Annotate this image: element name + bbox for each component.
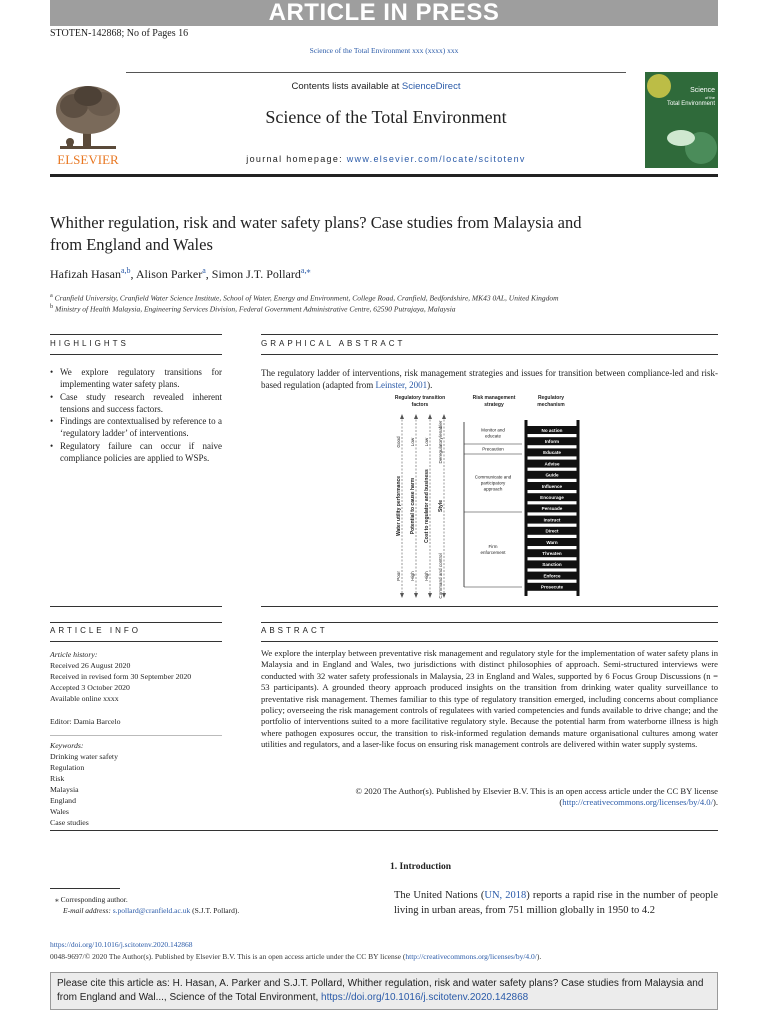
abstract-top-rule [261, 622, 718, 623]
affiliation [50, 292, 559, 303]
keywords-label: Keywords: [50, 741, 84, 750]
highlight-item: • Findings are contextualised by reference to a ‘regulatory ladder’ of interventions. [50, 415, 222, 440]
strategy-label: participatory [480, 480, 506, 486]
keyword: Malaysia [50, 785, 79, 794]
copyright-line [50, 952, 541, 961]
header-bottom-rule [50, 174, 718, 177]
author-separator: , [205, 267, 212, 281]
history-item: Available online xxxx [50, 694, 119, 703]
strategy-label: approach [483, 486, 503, 492]
keyword: Wales [50, 807, 69, 816]
graphical-bottom-rule [261, 354, 718, 355]
regulatory-ladder-diagram [390, 392, 590, 602]
caption-text: The regulatory ladder of interventions, risk management strategies and issues for transition between compliance-led and risk-based regulation (adapted from [261, 368, 718, 391]
keyword: Drinking water safety [50, 752, 118, 761]
ladder-rung-label: Educate [543, 450, 561, 456]
elsevier-logo[interactable] [50, 80, 126, 168]
keywords-rule [50, 735, 222, 736]
footnote-rule [50, 888, 120, 889]
abstract-license [261, 786, 718, 809]
keyword: Case studies [50, 818, 89, 827]
editor: Editor: Damia Barcelo [50, 717, 121, 726]
journal-reference-link[interactable]: Science of the Total Environment xxx (xxxx) xxx [309, 46, 459, 55]
article-info-heading: ARTICLE INFO [50, 626, 141, 635]
citation-box [50, 972, 718, 1010]
col-head-strategy-2: strategy [484, 402, 504, 408]
graphical-top-rule [261, 334, 718, 335]
strategy-label: enforcement [480, 550, 506, 555]
article-history [50, 649, 191, 704]
arrow-up-icon [428, 414, 432, 419]
axis-label-mid: Water utility performance [396, 475, 402, 537]
col-head-mechanism-1: Regulatory [537, 395, 565, 401]
axis-label-right: Deregulatory/enabler [438, 420, 443, 464]
affiliation-marker: b [50, 303, 54, 310]
author-list [50, 266, 310, 282]
author-separator: , [130, 267, 136, 281]
cover-line-2: of the [704, 95, 715, 100]
strategy-label: Precaution [482, 446, 504, 452]
strategy-label: Monitor and [481, 427, 505, 433]
header-top-rule [126, 72, 626, 73]
ladder-rung-label: Encourage [540, 495, 564, 500]
affiliation-marker: a [50, 292, 53, 299]
author-affiliation-marker[interactable]: a [202, 266, 206, 275]
strategy-label: Communicate and [474, 474, 512, 480]
axis-label-right: Low [410, 437, 415, 447]
axis-label-right: Low [424, 437, 429, 447]
keywords [50, 740, 118, 828]
author-name[interactable]: Simon J.T. Pollard [211, 267, 301, 281]
info-top-rule [50, 622, 222, 623]
history-label: Article history: [50, 650, 98, 659]
ladder-rung-label: Inform [544, 439, 560, 444]
ladder-svg [390, 392, 590, 602]
arrow-down-icon [428, 593, 432, 598]
affiliation [50, 303, 456, 314]
highlight-item: • Regulatory failure can occur if naive compliance policies are applied to WSPs. [50, 440, 222, 465]
highlights-bottom-rule [50, 354, 222, 355]
highlights-heading: HIGHLIGHTS [50, 339, 129, 348]
author-name[interactable]: Hafizah Hasan [50, 267, 121, 281]
email-link[interactable]: s.pollard@cranfield.ac.uk [112, 906, 191, 915]
journal-cover-image[interactable] [645, 72, 718, 168]
ladder-rung-label: Sanction [542, 562, 562, 568]
arrow-down-icon [414, 593, 418, 598]
ladder-rung-label: Direct [545, 528, 559, 534]
front-matter-end-rule [50, 830, 718, 831]
citation-text: Please cite this article as: H. Hasan, A. Parker and S.J.T. Pollard, Whither regulation, risk and water safety plans? Case studies from Malaysia and from England and Wal..., Science of the Total Environment, [57, 978, 704, 1003]
email-label: E-mail address: [63, 906, 111, 915]
keyword: Regulation [50, 763, 85, 772]
graphical-abstract-heading: GRAPHICAL ABSTRACT [261, 339, 406, 348]
graphical-abstract-caption [261, 367, 718, 392]
ladder-rung-label: No action [541, 427, 563, 433]
introduction-heading: 1. Introduction [390, 862, 452, 872]
ladder-rung-label: Warn [546, 539, 558, 545]
history-item: Received in revised form 30 September 2020 [50, 672, 192, 681]
introduction-text [394, 888, 718, 918]
highlight-item: • We explore regulatory transitions for implementing water safety plans. [50, 366, 222, 391]
author-affiliation-marker[interactable]: a,b [120, 266, 131, 275]
abstract-bottom-rule [261, 641, 718, 642]
author-affiliation-marker[interactable]: a,⁎ [300, 266, 311, 275]
axis-label-mid: Potential to cause harm [410, 477, 416, 535]
footnote-mark: ⁎ Corresponding author. [55, 895, 128, 904]
axis-label-left: High [410, 571, 415, 581]
graphical-end-rule [261, 606, 718, 607]
ladder-rung-label: Instruct [543, 517, 561, 523]
journal-title: Science of the Total Environment [265, 107, 507, 127]
copyright-text: 0048-9697/© 2020 The Author(s). Published by Elsevier B.V. This is an open access article under the CC BY license ( [50, 952, 406, 961]
arrow-up-icon [400, 414, 404, 419]
homepage-link[interactable]: www.elsevier.com/locate/scitotenv [346, 154, 526, 164]
doi-link[interactable]: https://doi.org/10.1016/j.scitotenv.2020.142868 [50, 940, 193, 949]
corresponding-author-footnote [55, 894, 239, 916]
strategy-label: educate [484, 433, 502, 439]
axis-label-mid: Cost to regulator and business [424, 469, 430, 543]
col-head-factors-1: Regulatory transition [394, 395, 446, 401]
license-end: ). [712, 797, 718, 808]
caption-end: ). [427, 380, 433, 391]
intro-text-start: The United Nations ( [394, 890, 485, 901]
ladder-rung-label: Influence [541, 483, 563, 489]
info-bottom-rule [50, 641, 222, 642]
history-item: Received 26 August 2020 [50, 661, 131, 670]
affiliation-text: Ministry of Health Malaysia, Engineering Services Division, Federal Government Administrative Centre, 62590 Putrajaya, Malaysia [55, 304, 456, 314]
abstract-heading: ABSTRACT [261, 626, 328, 635]
copyright-end: ). [536, 952, 542, 961]
highlights-end-rule [50, 606, 222, 607]
strategy-label: Firm [488, 544, 498, 549]
copyright-license-link[interactable]: http://creativecommons.org/licenses/by/4.0/ [405, 952, 537, 961]
paper-title: Whither regulation, risk and water safety plans? Case studies from Malaysia and from England and Wales [50, 213, 582, 254]
cover-art [645, 72, 718, 168]
axis-label-left: Poor [396, 571, 401, 581]
footnote-name: (S.J.T. Pollard). [192, 906, 240, 915]
cover-line-3: Total Environment [666, 101, 715, 107]
article-id: STOTEN-142868; No of Pages 16 [50, 28, 189, 39]
axis-label-right: Good [396, 436, 401, 448]
citation-doi-link[interactable]: https://doi.org/10.1016/j.scitotenv.2020.142868 [321, 992, 529, 1003]
contents-line [126, 81, 626, 92]
affiliation-text: Cranfield University, Cranfield Water Science Institute, School of Water, Energy and Environment, College Road, Cranfield, Bedfordshire, MK43 0AL, United Kingdom [54, 293, 559, 303]
arrow-up-icon [414, 414, 418, 419]
ladder-rung-label: Enforce [543, 573, 561, 579]
keyword: England [50, 796, 76, 805]
history-item: Accepted 3 October 2020 [50, 683, 130, 692]
highlights-list [50, 366, 222, 464]
arrow-up-icon [442, 414, 446, 419]
axis-label-left: High [424, 571, 429, 581]
publisher-name: ELSEVIER [57, 152, 119, 167]
un-citation-link[interactable]: UN, 2018 [484, 890, 527, 901]
abstract-text: We explore the interplay between preventative risk management and regulatory style for the implementation of water safety plans in Malaysia and in England and Wales, two jurisdictions with distinct philosophies of approach. Semi-structured interviews were conducted with 32 water safety professionals in Malaysia, 23 in England and Wales, supported by 6 Focus Group Discussions (n = 53 participants). A grounded theory approach produced insights on the transition from drinking water quality surveillance to preventative risk management. Themes familiar to this type of regulatory transition emerged, including concerns about compliance policy; overseeing the risk management controls of regulatees with varied competencies and funds available to drive change; and the portfolio of interventions suited to a more facilitative regulatory style. Because the potential harm from waterborne illness is high where pathogen exposures occur, the transition to risk-informed regulation demands mature organisational cultures among water utilities and regulators, and a laser-like focus on ensuring risk management controls are delivered within water supply systems. [261, 648, 718, 750]
axis-label-mid: Style [438, 500, 444, 512]
intro-text-rest: ) reports a rapid rise in the number of people living in urban areas, from 751 million globally in 1950 to 4.2 [394, 890, 718, 916]
author-name[interactable]: Alison Parker [135, 267, 203, 281]
col-head-strategy-1: Risk management [472, 395, 516, 401]
cover-line-1: Science [690, 87, 715, 94]
contents-prefix: Contents lists available at [291, 81, 400, 92]
ladder-rung-label: Prosecute [540, 584, 564, 590]
arrow-down-icon [400, 593, 404, 598]
ladder-rung-label: Guide [545, 472, 559, 478]
sciencedirect-link[interactable]: ScienceDirect [401, 81, 461, 92]
ladder-rung-label: Persuade [541, 506, 563, 512]
highlights-top-rule [50, 334, 222, 335]
keyword: Risk [50, 774, 65, 783]
journal-homepage [126, 154, 646, 164]
license-link[interactable]: http://creativecommons.org/licenses/by/4.0/ [562, 797, 713, 808]
leinster-citation-link[interactable]: Leinster, 2001 [375, 380, 428, 391]
col-head-mechanism-2: mechanism [537, 402, 565, 408]
highlight-item: • Case study research revealed inherent tensions and success factors. [50, 391, 222, 416]
ladder-rung-label: Advise [544, 461, 560, 467]
col-head-factors-2: factors [411, 402, 429, 408]
article-in-press-banner: ARTICLE IN PRESS [50, 0, 718, 26]
elsevier-tree-icon [50, 80, 126, 168]
license-text: © 2020 The Author(s). Published by Elsevier B.V. This is an open access article under the CC BY license ( [355, 786, 718, 808]
axis-label-left: Command and control [438, 553, 443, 599]
homepage-prefix: journal homepage: [246, 154, 343, 164]
ladder-rung-label: Threaten [542, 551, 562, 556]
